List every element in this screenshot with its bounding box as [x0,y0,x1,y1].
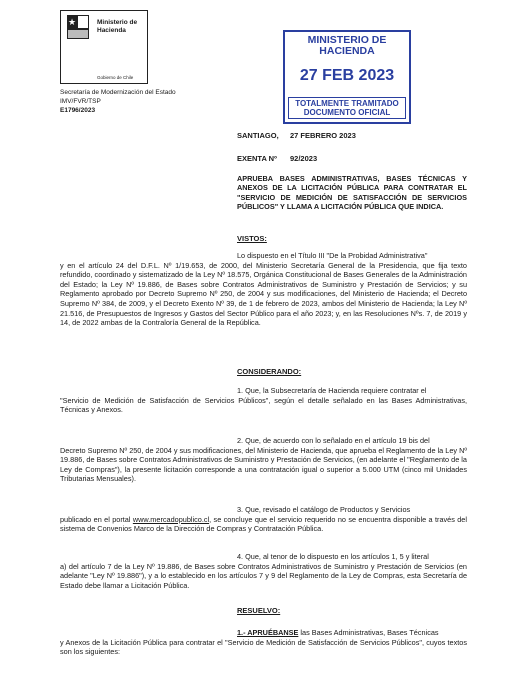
item-1-first-line: 1. Que, la Subsecretaría de Hacienda requiere contratar el [237,386,427,395]
item-1-body: "Servicio de Medición de Satisfacción de Servicios Públicos", según el detalle señalado en las Bases Administrativas, Técnicas y Anexos. [60,395,467,415]
resuelvo-approve-label: 1.- APRUÉBANSE [237,628,299,637]
stamp-status-line1: TOTALMENTE TRAMITADO [295,99,399,108]
item-4-first-line: 4. Que, al tenor de lo dispuesto en los artículos 1, 5 y literal [237,552,429,561]
sender-block [60,88,176,115]
government-logo [60,10,148,84]
item-3-first-line: 3. Que, revisado el catálogo de Productos y Servicios [237,505,411,514]
chile-flag-icon: ★ [67,15,89,47]
considerando-item-2 [60,436,467,484]
resuelvo-item-1 [60,628,467,657]
official-stamp [283,30,411,124]
stamp-organization: MINISTERIO DE HACIENDA [307,34,387,57]
vistos-body: y en el artículo 24 del D.F.L. Nº 1/19.653, de 2000, del Ministerio Secretaría General de la Presidencia, que fija texto refundido, coordinado y sistematizado de la Ley Nº 18.575, Orgánica Constitucional de Bases Generales de la Administración del Estado; la Ley Nº 19.886, de Bases sobre Contratos Administrativos de Suministro y Prestación de Servicios; y su Reglamento aprobado por Decreto Supremo Nº 250, de 2004 y sus modificaciones, del Ministerio de Hacienda; el Decreto Supremo Nº 384, de 2009, y el Decreto Exento Nº 39, de 1 de febrero de 2023, ambos del Ministerio de Hacienda; la Ley Nº 21.516, de Presupuestos de Ingresos y Gastos del Sector Público para el año 2023; y, en las Resoluciones Nºs. 7, de 2019 y 14, de 2022 ambas de la Contraloría General de la República. [60,260,467,328]
resuelvo-body: y Anexos de la Licitación Pública para contratar el "Servicio de Medición de Satisfacción de Servicios Públicos", cuyos textos son los siguientes: [60,637,467,657]
considerando-heading: CONSIDERANDO: [237,367,302,376]
stamp-date: 27 FEB 2023 [299,67,395,84]
considerando-item-1 [60,386,467,415]
stamp-status [288,97,406,119]
sender-office: Secretaría de Modernización del Estado [60,89,176,96]
item-2-first-line: 2. Que, de acuerdo con lo señalado en el artículo 19 bis del [237,436,430,445]
document-date: 27 FEBRERO 2023 [290,131,356,140]
resuelvo-first-rest: las Bases Administrativas, Bases Técnicas [298,628,439,637]
item-4-body: a) del artículo 7 de la Ley Nº 19.886, de Bases sobre Contratos Administrativos de Suministro y Prestación de Servicios (en adelante "Ley Nº 19.886"), y a lo establecido en los artículos 7 y 9 del Reglamento de la Ley de Compras, esta Secretaría de Estado debe llamar a Licitación Pública. [60,561,467,590]
place-label: SANTIAGO, [237,131,279,140]
vistos-heading: VISTOS: [237,234,267,243]
logo-ministry-name: Ministerio de Hacienda [97,19,138,34]
item-3-body-b: , se concluye que el servicio requerido no se encuentra disponible a través del sistema de Convenios Marco de la Dirección de Compras y Contratación Pública. [60,514,467,534]
item-2-body: Decreto Supremo Nº 250, de 2004 y sus modificaciones, del Ministerio de Hacienda, que aprueba el Reglamento de la Ley Nº 19.886, de Bases sobre Contratos Administrativos de Suministro y Prestación de Servicios, (en adelante el "Reglamento de la Ley de Compras"), la presente licitación corresponde a una contratación igual o superior a 5.000 UTM (cinco mil Unidades Tributarias Mensuales). [60,445,467,484]
stamp-status-line2: DOCUMENTO OFICIAL [303,108,391,117]
resuelvo-first-line [60,628,467,638]
exenta-number: 92/2023 [290,154,318,163]
exenta-label: EXENTA Nº [237,154,277,163]
item-3-body-a: publicado en el portal [60,514,133,524]
considerando-item-3 [60,505,467,534]
considerando-item-4 [60,552,467,590]
document-title: APRUEBA BASES ADMINISTRATIVAS, BASES TÉCNICAS Y ANEXOS DE LA LICITACIÓN PÚBLICA PARA CONTRATAR EL "SERVICIO DE MEDICIÓN DE SATISFACCIÓN DE SERVICIOS PÚBLICOS" Y LLAMA A LICITACIÓN PÚBLICA QUE INDICA. [237,174,467,211]
sender-initials: IMV/FVR/TSP [60,98,101,105]
mercadopublico-link[interactable]: www.mercadopublico.cl [132,514,210,524]
vistos-paragraph [60,251,467,328]
vistos-first-line: Lo dispuesto en el Título III "De la Probidad Administrativa" [237,251,428,260]
resuelvo-heading: RESUELVO: [237,606,281,615]
logo-government-name: Gobierno de Chile [97,75,134,80]
sender-reference: E1796/2023 [60,107,96,114]
